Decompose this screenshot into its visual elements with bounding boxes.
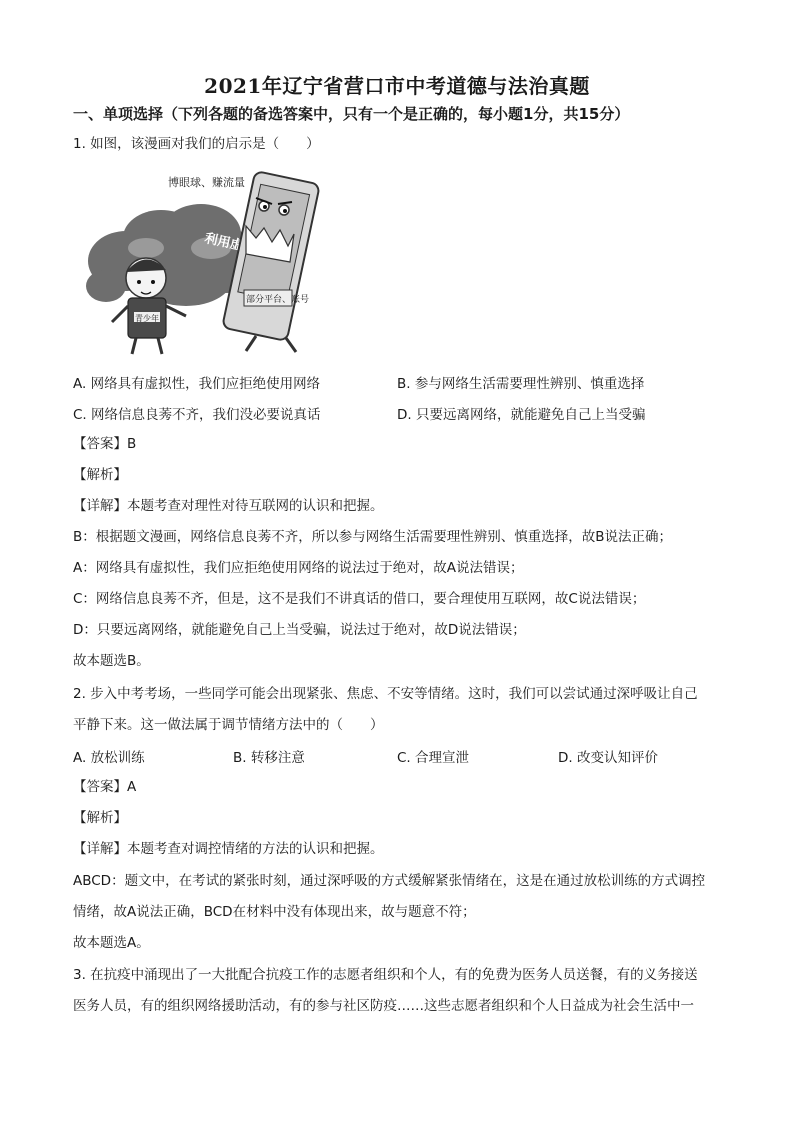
kid-label: 青少年 <box>135 314 159 323</box>
comic-caption: 博眼球、赚流量 <box>168 176 245 189</box>
q2-option-b: B. 转移注意 <box>233 750 305 766</box>
q1-stem: 1. 如图，该漫画对我们的启示是（ ） <box>73 136 320 152</box>
q2-stem-continued: 平静下来。这一做法属于调节情绪方法中的（ ） <box>73 717 384 733</box>
q3-stem-continued: 医务人员，有的组织网络援助活动，有的参与社区防疫……这些志愿者组织和个人日益成为社会生活中一 <box>73 998 694 1014</box>
q1-explanation-line: B：根据题文漫画，网络信息良莠不齐，所以参与网络生活需要理性辨别、慎重选择，故B说法正确； <box>73 529 673 545</box>
q2-option-c: C. 合理宣泄 <box>397 750 470 766</box>
q1-option-b: B. 参与网络生活需要理性辨别、慎重选择 <box>397 376 645 392</box>
page-title: 2021年辽宁省营口市中考道德与法治真题 <box>204 74 590 98</box>
phone-monster <box>222 171 320 352</box>
q2-explanation-line: ABCD：题文中，在考试的紧张时刻，通过深呼吸的方式缓解紧张情绪在，这是在通过放松训练的方式调控 <box>73 873 706 889</box>
q1-option-c: C. 网络信息良莠不齐，我们没必要说真话 <box>73 407 321 423</box>
q2-detail: 【详解】本题考查对调控情绪的方法的认识和把握。 <box>73 841 384 857</box>
q1-comic <box>86 166 320 358</box>
q2-analysis-label: 【解析】 <box>73 810 127 826</box>
q2-option-a: A. 放松训练 <box>73 750 145 766</box>
section-heading: 一、单项选择（下列各题的备选答案中，只有一个是正确的，每小题1分，共15分） <box>73 105 630 123</box>
q1-detail: 【详解】本题考查对理性对待互联网的认识和把握。 <box>73 498 384 514</box>
q1-conclusion: 故本题选B。 <box>73 653 150 669</box>
q2-answer: 【答案】A <box>73 779 137 795</box>
q2-explanation-line: 情绪，故A说法正确，BCD在材料中没有体现出来，故与题意不符； <box>73 904 476 920</box>
q2-option-d: D. 改变认知评价 <box>558 750 658 766</box>
q2-conclusion: 故本题选A。 <box>73 935 150 951</box>
q1-explanation-line: D：只要远离网络，就能避免自己上当受骗，说法过于绝对，故D说法错误； <box>73 622 526 638</box>
q1-explanation-line: A：网络具有虚拟性，我们应拒绝使用网络的说法过于绝对，故A说法错误； <box>73 560 524 576</box>
q3-stem: 3. 在抗疫中涌现出了一大批配合抗疫工作的志愿者组织和个人，有的免费为医务人员送餐，有的义务接送 <box>73 967 698 983</box>
q1-analysis-label: 【解析】 <box>73 467 127 483</box>
phone-label: 部分平台、账号 <box>246 295 310 305</box>
q1-answer: 【答案】B <box>73 436 137 452</box>
comic-illustration <box>86 166 320 358</box>
q1-option-a: A. 网络具有虚拟性，我们应拒绝使用网络 <box>73 376 321 392</box>
q1-option-d: D. 只要远离网络，就能避免自己上当受骗 <box>397 407 646 423</box>
q1-explanation-line: C：网络信息良莠不齐，但是，这不是我们不讲真话的借口，要合理使用互联网，故C说法错误； <box>73 591 646 607</box>
q2-stem: 2. 步入中考考场，一些同学可能会出现紧张、焦虑、不安等情绪。这时，我们可以尝试通过深呼吸让自己 <box>73 686 698 702</box>
